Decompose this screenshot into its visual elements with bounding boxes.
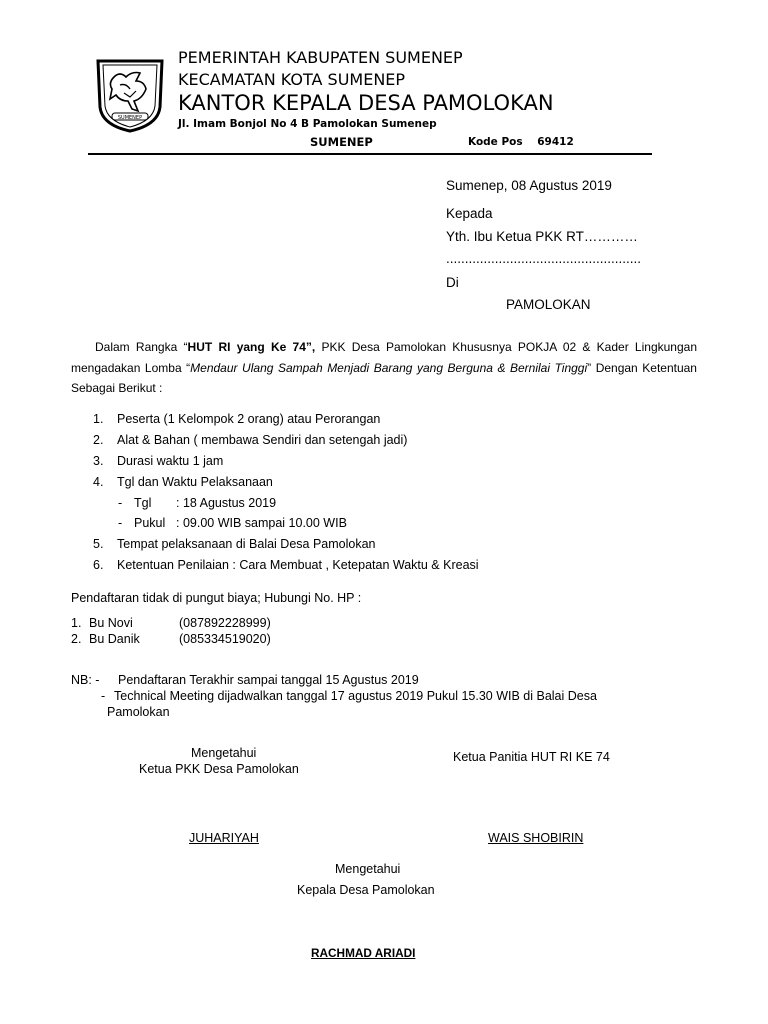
sub-item-value: : 18 Agustus 2019 xyxy=(176,496,277,510)
list-item: Ketentuan Penilaian : Cara Membuat , Ketepatan Waktu & Kreasi xyxy=(117,558,479,572)
sig-center-name: RACHMAD ARIADI xyxy=(311,946,416,960)
list-item-number: 3. xyxy=(93,454,104,468)
sub-item-label: Tgl xyxy=(134,496,152,510)
list-item-number: 6. xyxy=(93,558,104,572)
contact-number: 1. xyxy=(71,616,82,630)
recipient-di: Di xyxy=(446,275,459,290)
list-item: Peserta (1 Kelompok 2 orang) atau Perorangan xyxy=(117,412,381,426)
letterhead-postal xyxy=(468,136,574,148)
list-item-number: 4. xyxy=(93,475,104,489)
sub-item-value: : 09.00 WIB sampai 10.00 WIB xyxy=(176,516,347,530)
postal-code-label: Kode Pos xyxy=(468,136,523,148)
postal-code: 69412 xyxy=(537,136,574,148)
letterhead-city: SUMENEP xyxy=(310,135,373,149)
contact-name: Bu Danik xyxy=(89,632,140,646)
note-technical-meeting-cont: Pamolokan xyxy=(107,705,170,719)
list-item: Tempat pelaksanaan di Balai Desa Pamolokan xyxy=(117,537,376,551)
note-deadline: Pendaftaran Terakhir sampai tanggal 15 Agustus 2019 xyxy=(118,673,419,687)
recipient-dotted-line: .................................................... xyxy=(446,251,642,266)
regency-logo xyxy=(90,55,170,135)
body-terms-intro: ” Dengan Ketentuan Sebagai Berikut : xyxy=(71,360,697,395)
list-item-number: 2. xyxy=(93,433,104,447)
body-competition: Mendaur Ulang Sampah Menjadi Barang yang Berguna & Bernilai Tinggi xyxy=(190,360,588,375)
contact-number: 2. xyxy=(71,632,82,646)
letterhead-address: Jl. Imam Bonjol No 4 B Pamolokan Sumenep xyxy=(178,118,437,130)
letterhead-office: KANTOR KEPALA DESA PAMOLOKAN xyxy=(178,91,554,115)
contact-name: Bu Novi xyxy=(89,616,133,630)
list-item-number: 1. xyxy=(93,412,104,426)
note-dash: - xyxy=(101,689,106,703)
body-event: HUT RI yang Ke 74”, xyxy=(187,340,316,354)
sig-right-title: Ketua Panitia HUT RI KE 74 xyxy=(453,750,610,764)
contact-phone: (087892228999) xyxy=(179,616,271,630)
logo-text: SUMENEP xyxy=(117,115,143,121)
list-item: Tgl dan Waktu Pelaksanaan xyxy=(117,475,273,489)
recipient-name: Yth. Ibu Ketua PKK RT………… xyxy=(446,229,638,244)
sub-item-dash: - xyxy=(118,496,123,510)
notes-label: NB: - xyxy=(71,673,100,687)
sig-right-name: WAIS SHOBIRIN xyxy=(488,831,584,845)
list-item: Durasi waktu 1 jam xyxy=(117,454,224,468)
sig-center-title2: Kepala Desa Pamolokan xyxy=(297,883,435,897)
sig-center-title1: Mengetahui xyxy=(335,862,401,876)
letter-date: Sumenep, 08 Agustus 2019 xyxy=(446,178,612,193)
letterhead-government: PEMERINTAH KABUPATEN SUMENEP xyxy=(178,48,463,67)
sub-item-label: Pukul xyxy=(134,516,166,530)
contact-phone: (085334519020) xyxy=(179,632,271,646)
sig-left-title1: Mengetahui xyxy=(191,746,257,760)
body-paragraph xyxy=(71,337,697,399)
recipient-to-label: Kepada xyxy=(446,206,493,221)
sub-item-dash: - xyxy=(118,516,123,530)
letterhead-divider xyxy=(88,153,652,155)
list-item-number: 5. xyxy=(93,537,104,551)
body-intro: Dalam Rangka “ xyxy=(95,340,188,354)
registration-text: Pendaftaran tidak di pungut biaya; Hubungi No. HP : xyxy=(71,591,362,605)
sig-left-name: JUHARIYAH xyxy=(189,831,259,845)
list-item: Alat & Bahan ( membawa Sendiri dan setengah jadi) xyxy=(117,433,408,447)
note-technical-meeting: Technical Meeting dijadwalkan tanggal 17 agustus 2019 Pukul 15.30 WIB di Balai Desa xyxy=(114,689,597,703)
sig-left-title2: Ketua PKK Desa Pamolokan xyxy=(139,762,299,776)
recipient-place: PAMOLOKAN xyxy=(506,297,591,312)
body-organizer: PKK Desa Pamolokan Khususnya POKJA 02 & Kader Lingkungan mengadakan Lomba “ xyxy=(71,340,697,375)
letterhead-district: KECAMATAN KOTA SUMENEP xyxy=(178,70,406,89)
